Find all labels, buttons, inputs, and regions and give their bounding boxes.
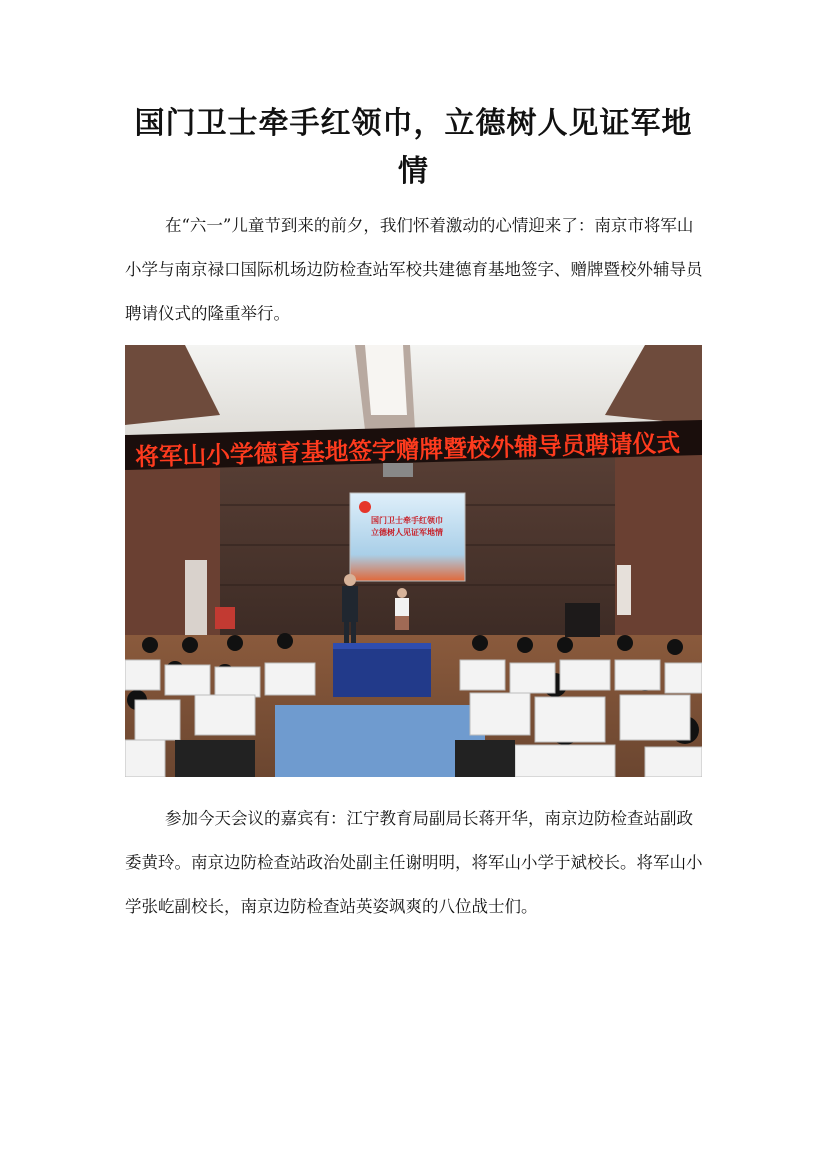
paragraph-guests bbox=[125, 797, 705, 929]
paragraph-intro bbox=[125, 204, 705, 336]
screen-title-line1: 国门卫士牵手红领巾 bbox=[371, 516, 443, 525]
event-photo bbox=[125, 345, 702, 777]
paragraph-intro-text: 在“六一”儿童节到来的前夕，我们怀着激动的心情迎来了：南京市将军山小学与南京禄口国际机场边防检查站军校共建德育基地签字、赠牌暨校外辅导员聘请仪式的隆重举行。 bbox=[125, 216, 703, 323]
paragraph-guests-text: 参加今天会议的嘉宾有：江宁教育局副局长蒋开华，南京边防检查站副政委黄玲。南京边防检查站政治处副主任谢明明，将军山小学于斌校长。将军山小学张屹副校长，南京边防检查站英姿飒爽的八位战士们。 bbox=[125, 809, 703, 916]
photo-banner-text: 将军山小学德育基地签字赠牌暨校外辅导员聘请仪式 bbox=[134, 427, 688, 472]
event-photo-drawing bbox=[125, 345, 702, 777]
document-title: 国门卫士牵手红领巾，立德树人见证军地情 bbox=[134, 106, 693, 189]
screen-title-line2: 立德树人见证军地情 bbox=[371, 528, 443, 537]
